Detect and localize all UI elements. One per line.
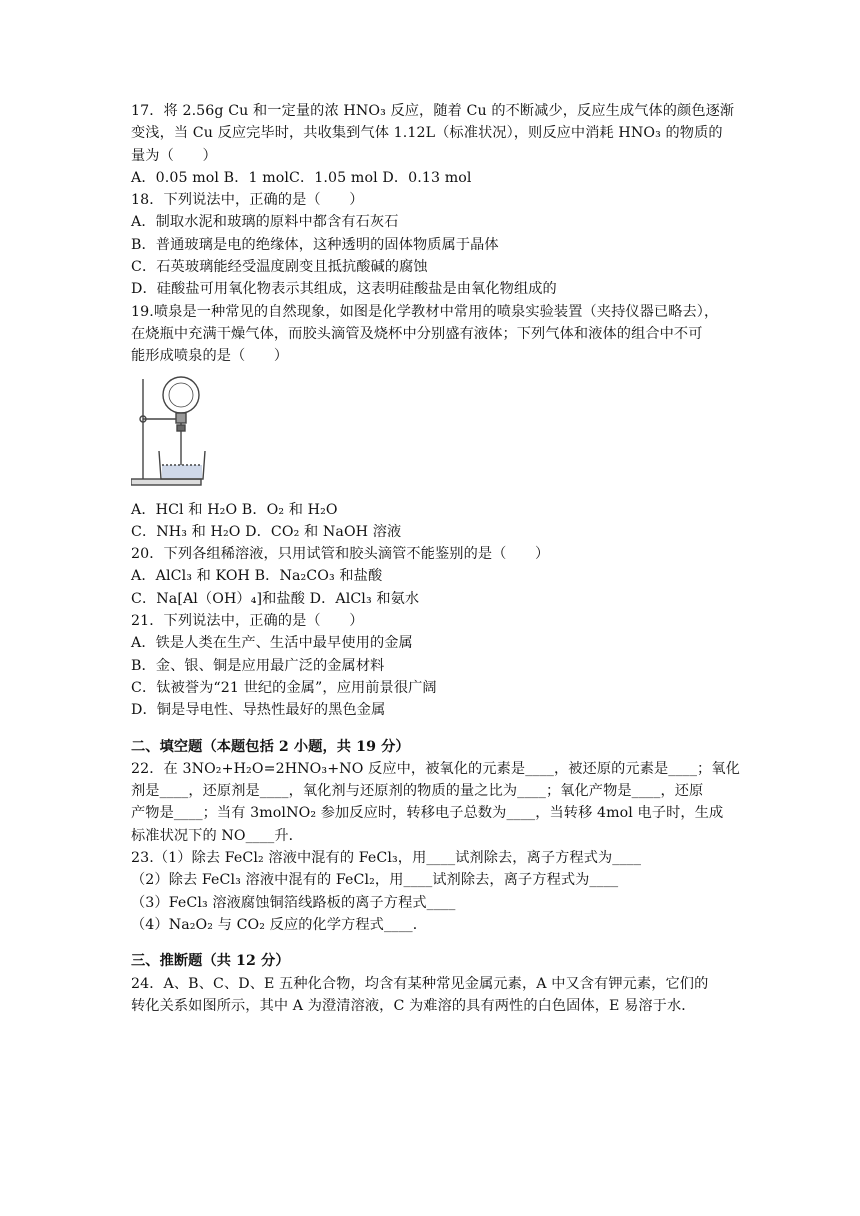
q21-option-a: A．铁是人类在生产、生活中最早使用的金属 [131,635,413,652]
q19-line-1: 19.喷泉是一种常见的自然现象，如图是化学教材中常用的喷泉实验装置（夹持仪器已略去）， [131,303,719,320]
q23-line-4: （4）Na₂O₂ 与 CO₂ 反应的化学方程式____． [131,916,428,933]
q18-option-b: B．普通玻璃是电的绝缘体，这种透明的固体物质属于晶体 [131,236,499,253]
q24-line-1: 24．A、B、C、D、E 五种化合物，均含有某种常见金属元素，A 中又含有钾元素，它们的 [131,975,709,992]
q24-line-2: 转化关系如图所示，其中 A 为澄清溶液，C 为难溶的具有两性的白色固体，E 易溶于水． [131,997,696,1014]
q18-option-d: D．硅酸盐可用氧化物表示其组成，这表明硅酸盐是由氧化物组成的 [131,281,557,298]
q18-option-c: C．石英玻璃能经受温度剧变且抵抗酸碱的腐蚀 [131,259,428,276]
q22-line-3: 产物是____；当有 3molNO₂ 参加反应时，转移电子总数为____，当转移 4mol 电子时，生成 [131,805,724,822]
q23-line-2: （2）除去 FeCl₃ 溶液中混有的 FeCl₂，用____试剂除去，离子方程式为____ [131,872,619,889]
document-page [131,100,740,1017]
q20-options-ab: A．AlCl₃ 和 KOH B．Na₂CO₃ 和盐酸 [131,568,383,585]
fountain-apparatus-figure [131,371,311,491]
q17-line-2: 变浅，当 Cu 反应完毕时，共收集到气体 1.12L（标准状况），则反应中消耗 HNO₃ 的物质的 [131,125,723,142]
q19-line-2: 在烧瓶中充满干燥气体，而胶头滴管及烧杯中分别盛有液体；下列气体和液体的组合中不可 [131,325,703,342]
q20-stem: 20．下列各组稀溶液，只用试管和胶头滴管不能鉴别的是（ ） [131,546,550,563]
q17-line-1: 17．将 2.56g Cu 和一定量的浓 HNO₃ 反应，随着 Cu 的不断减少，反应生成气体的颜色逐渐 [131,103,735,119]
q21-option-c: C．钛被誉为“21 世纪的金属”，应用前景很广阔 [131,679,437,696]
q22-line-2: 剂是____，还原剂是____，氧化剂与还原剂的物质的量之比为____；氧化产物是____，还原 [131,783,704,800]
q21-option-d: D．铜是导电性、导热性最好的黑色金属 [131,702,386,719]
section-2-heading: 二、填空题（本题包括 2 小题，共 19 分） [131,738,410,755]
q19-options-ab: A．HCl 和 H₂O B．O₂ 和 H₂O [131,501,338,518]
q23-line-3: （3）FeCl₃ 溶液腐蚀铜箔线路板的离子方程式____ [131,894,456,911]
q23-line-1: 23.（1）除去 FeCl₂ 溶液中混有的 FeCl₃，用____试剂除去，离子方程式为____ [131,850,642,867]
q19-options-cd: C．NH₃ 和 H₂O D．CO₂ 和 NaOH 溶液 [131,523,402,540]
section-3-heading: 三、推断题（共 12 分） [131,953,290,970]
q22-line-4: 标准状况下的 NO____升． [131,827,303,844]
q22-line-1: 22．在 3NO₂+H₂O=2HNO₃+NO 反应中，被氧化的元素是____，被还原的元素是____；氧化 [131,760,740,777]
q17-options: A．0.05 mol B．1 molC．1.05 mol D．0.13 mol [131,169,472,186]
q21-option-b: B．金、银、铜是应用最广泛的金属材料 [131,657,385,674]
q17-line-3: 量为（ ） [131,147,217,164]
q20-options-cd: C．Na[Al（OH）₄]和盐酸 D．AlCl₃ 和氨水 [131,590,420,607]
q21-stem: 21．下列说法中，正确的是（ ） [131,613,364,630]
q18-stem: 18．下列说法中，正确的是（ ） [131,192,364,209]
q19-line-3: 能形成喷泉的是（ ） [131,348,289,365]
q18-option-a: A．制取水泥和玻璃的原料中都含有石灰石 [131,214,399,231]
